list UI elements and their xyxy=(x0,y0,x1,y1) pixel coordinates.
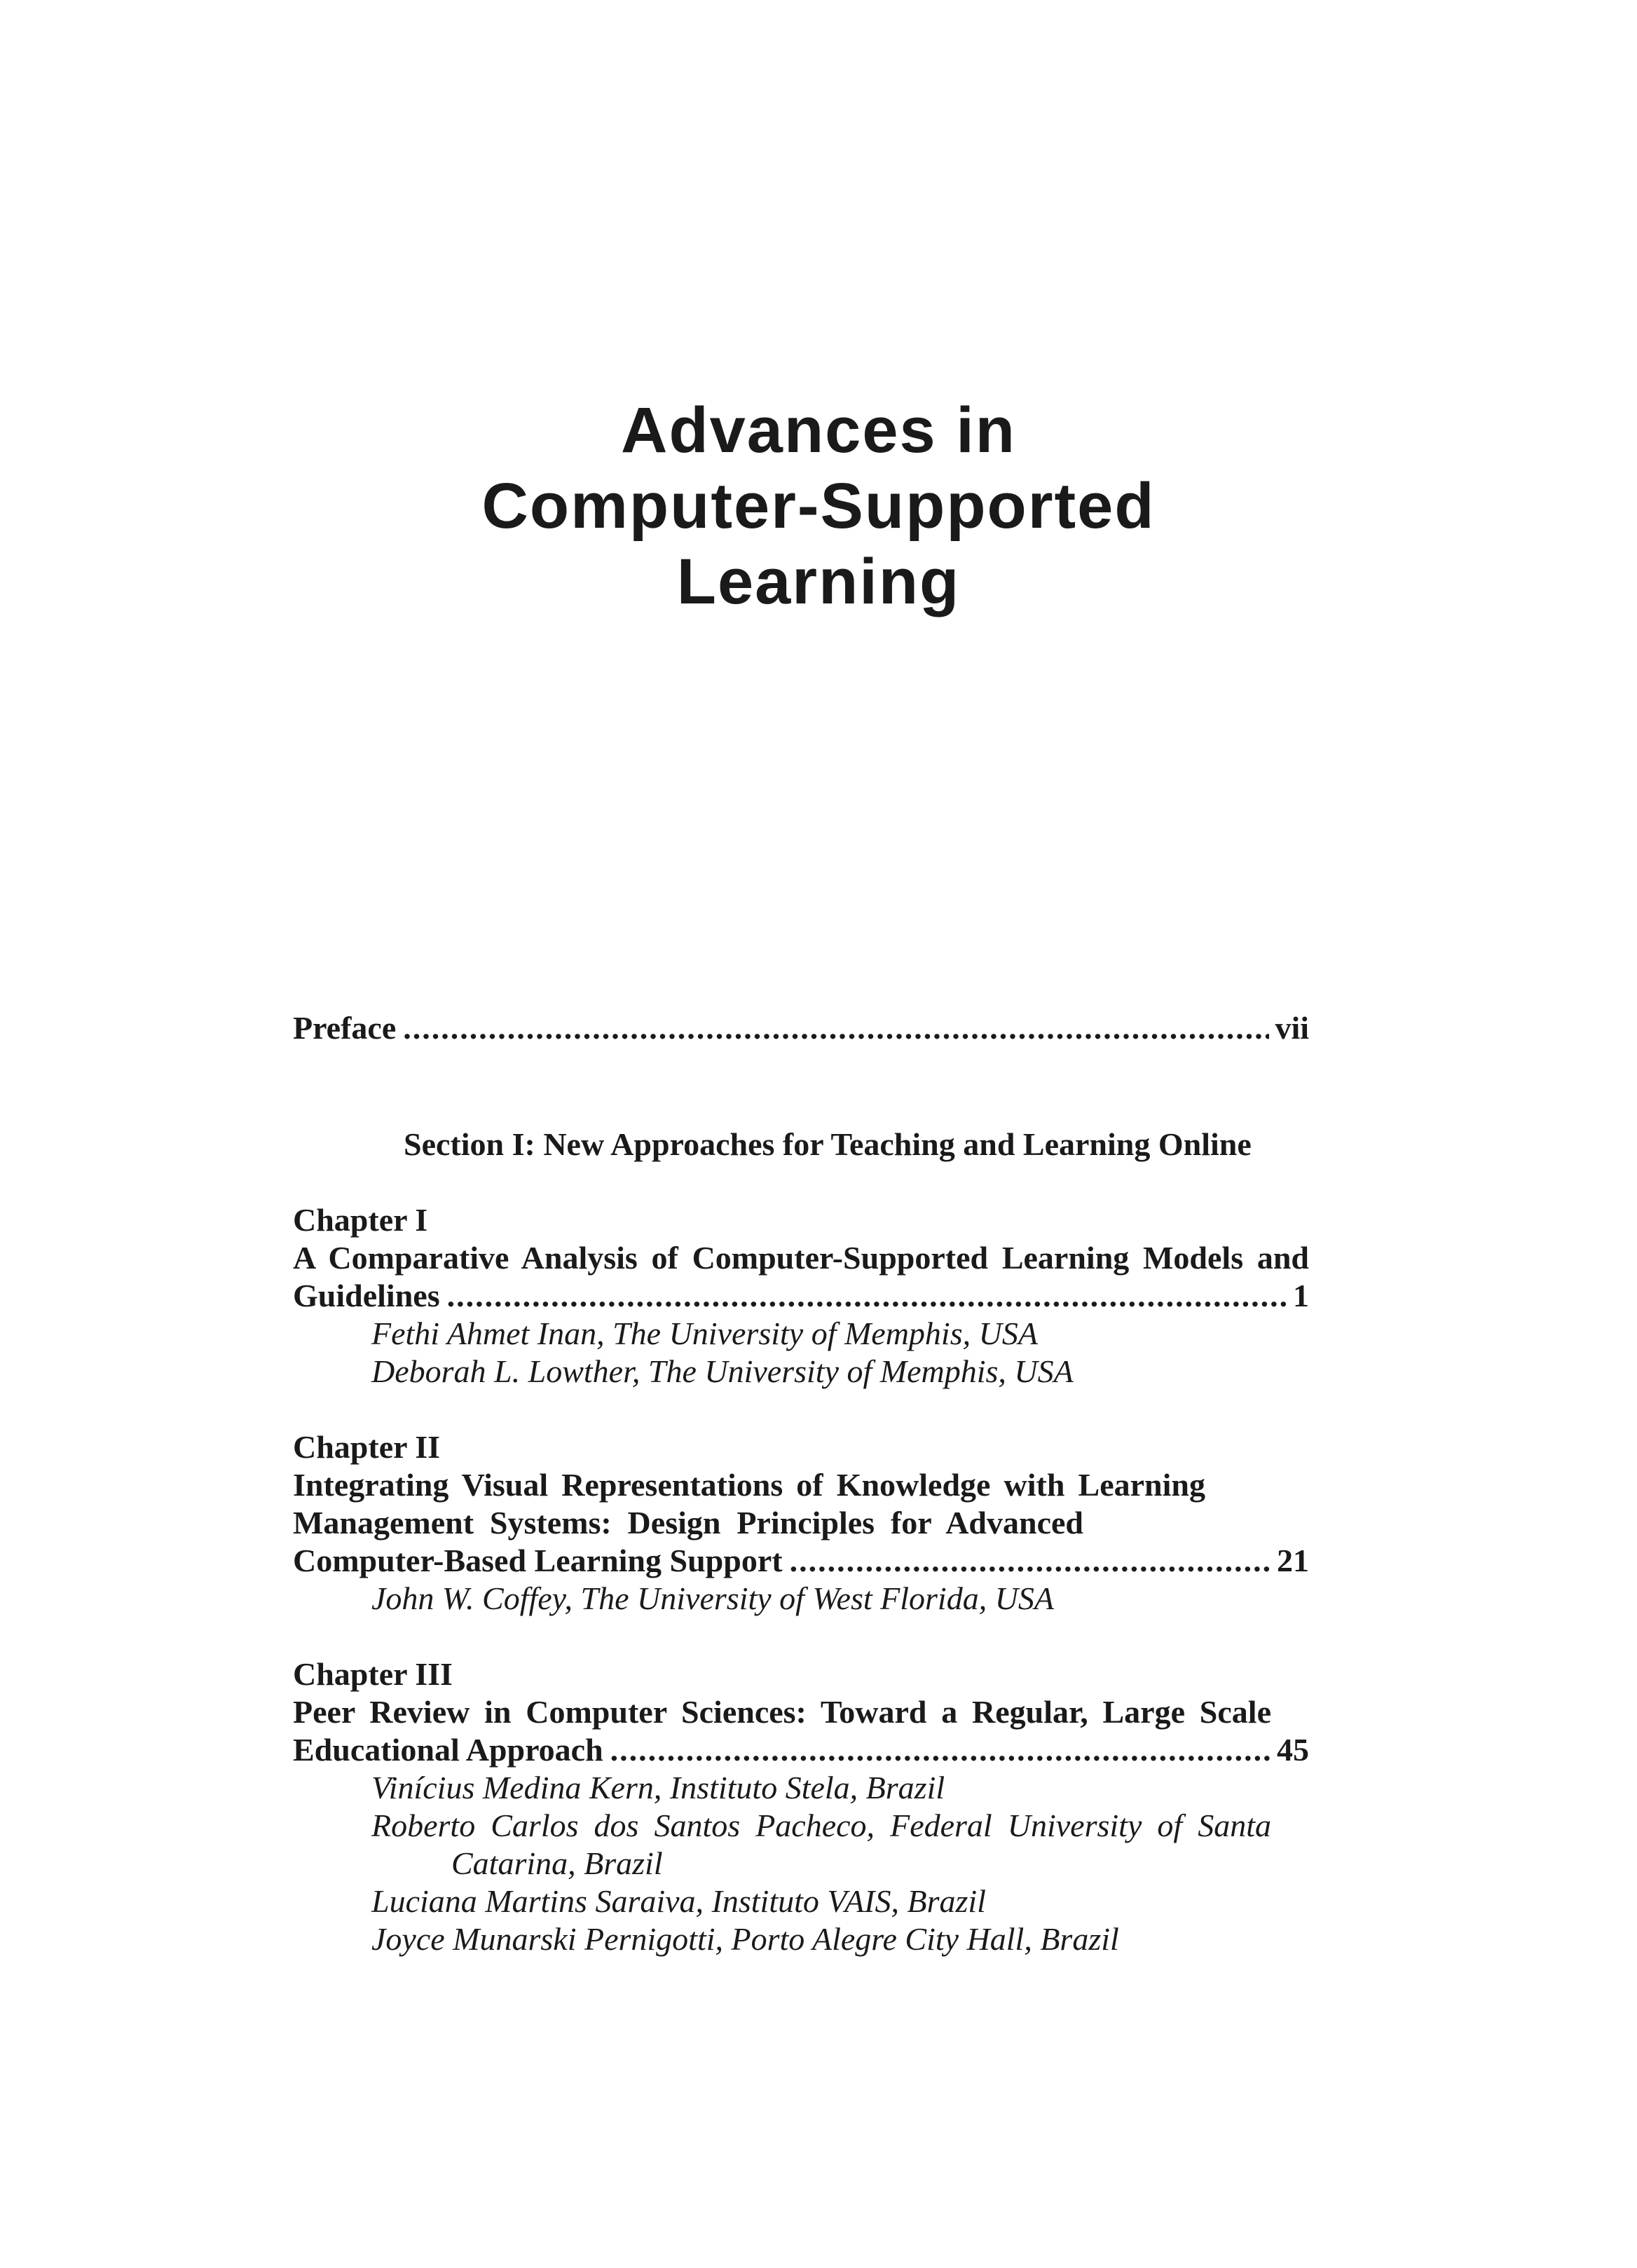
chapter-author: Luciana Martins Saraiva, Instituto VAIS, Brazil xyxy=(371,1883,986,1919)
chapter-title-line: Integrating Visual Representations of Knowledge with Learning xyxy=(293,1467,1205,1503)
chapter-author: Deborah L. Lowther, The University of Memphis, USA xyxy=(371,1353,1074,1389)
chapter-title-last-line xyxy=(293,1277,1309,1315)
chapter-title-end: Computer-Based Learning Support xyxy=(293,1543,783,1578)
dot-leader xyxy=(403,1009,1269,1047)
chapter-title-last-line xyxy=(293,1542,1309,1580)
chapter-page-number: 45 xyxy=(1277,1732,1309,1768)
chapter-author-continuation: Catarina, Brazil xyxy=(451,1845,663,1881)
book-title-line-1: Advances in xyxy=(621,395,1016,466)
chapter-label: Chapter II xyxy=(293,1429,441,1465)
toc-entry-preface[interactable] xyxy=(293,1009,1309,1047)
chapter-title-line: A Comparative Analysis of Computer-Supported Learning Models and xyxy=(293,1240,1309,1276)
table-of-contents xyxy=(293,1009,1309,1958)
toc-entry-chapter-2[interactable] xyxy=(293,1428,1309,1618)
dot-leader xyxy=(447,1277,1287,1315)
chapter-author: Vinícius Medina Kern, Instituto Stela, Brazil xyxy=(371,1770,945,1805)
chapter-label: Chapter III xyxy=(293,1656,453,1692)
chapter-author: Roberto Carlos dos Santos Pacheco, Federal University of Santa xyxy=(371,1808,1271,1843)
toc-entry-chapter-1[interactable] xyxy=(293,1201,1309,1391)
chapter-title-end: Educational Approach xyxy=(293,1732,603,1768)
preface-page-number: vii xyxy=(1275,1010,1309,1046)
book-title-line-3: Learning xyxy=(676,546,961,617)
toc-entry-chapter-3[interactable] xyxy=(293,1655,1309,1958)
book-title xyxy=(0,392,1637,620)
chapter-title-line: Peer Review in Computer Sciences: Toward a Regular, Large Scale xyxy=(293,1694,1271,1730)
chapter-label: Chapter I xyxy=(293,1202,428,1238)
chapter-author: Fethi Ahmet Inan, The University of Memphis, USA xyxy=(371,1316,1038,1351)
chapter-author: Joyce Munarski Pernigotti, Porto Alegre City Hall, Brazil xyxy=(371,1921,1119,1957)
dot-leader xyxy=(610,1731,1271,1769)
chapter-author: John W. Coffey, The University of West Florida, USA xyxy=(371,1580,1055,1616)
chapter-page-number: 21 xyxy=(1277,1543,1309,1578)
preface-label: Preface xyxy=(293,1010,397,1046)
book-title-line-2: Computer-Supported xyxy=(481,470,1156,542)
chapter-title-end: Guidelines xyxy=(293,1278,440,1313)
chapter-title-line: Management Systems: Design Principles for Advanced xyxy=(293,1505,1083,1541)
dot-leader xyxy=(790,1542,1271,1580)
chapter-page-number: 1 xyxy=(1293,1278,1309,1313)
section-heading: Section I: New Approaches for Teaching and Learning Online xyxy=(404,1126,1252,1162)
chapter-title-last-line xyxy=(293,1731,1309,1769)
